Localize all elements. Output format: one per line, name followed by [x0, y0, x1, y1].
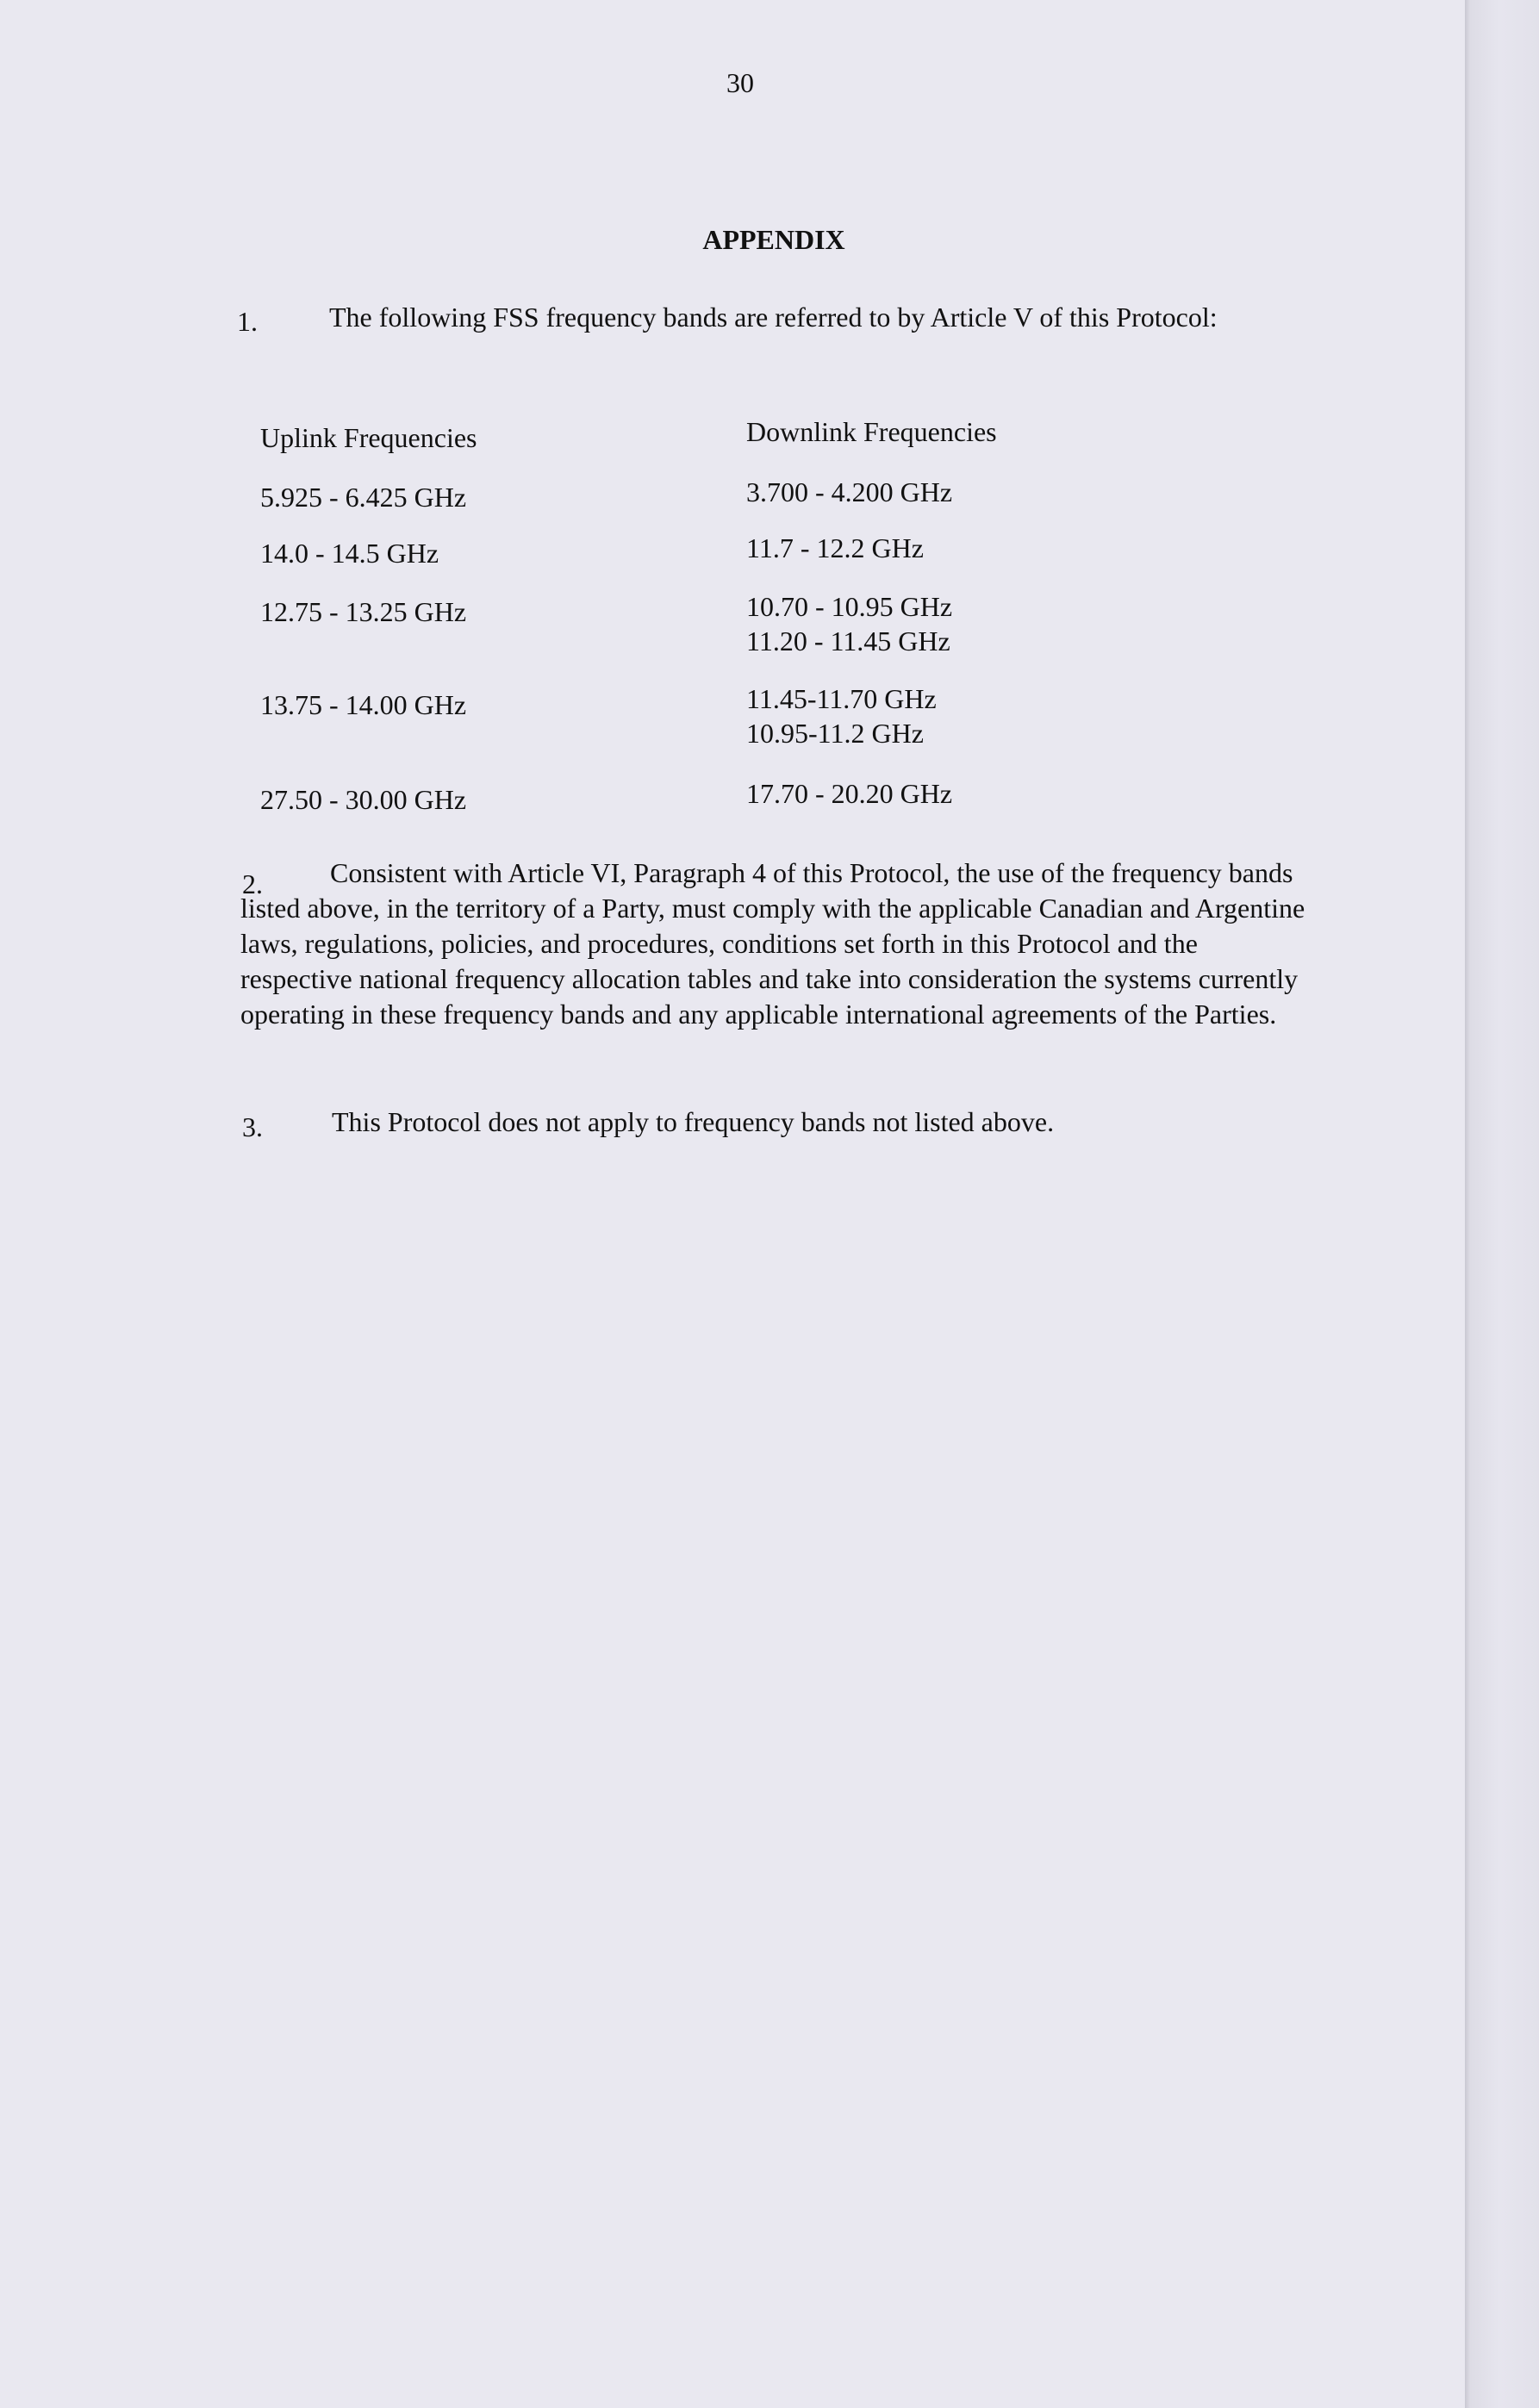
appendix-heading: APPENDIX: [702, 224, 845, 255]
item-1-text: The following FSS frequency bands are referred to by Article V of this Protocol:: [329, 302, 1218, 333]
item-1-number: 1.: [237, 306, 258, 337]
downlink-cell: 11.20 - 11.45 GHz: [746, 625, 950, 656]
uplink-cell: 5.925 - 6.425 GHz: [260, 482, 467, 513]
item-2-number: 2.: [242, 868, 263, 899]
downlink-cell: 10.70 - 10.95 GHz: [746, 591, 953, 622]
item-3-number: 3.: [242, 1111, 263, 1142]
item-2-text: Consistent with Article VI, Paragraph 4 of this Protocol, the use of the frequency bands listed above, in the territory of a Party, must comply with the applicable Canadian and Argentine laws, regulations, policies, and procedures, conditions set forth in this Protocol and the respective national frequency allocation tables and take into consideration the systems currently operating in these frequency bands and any applicable international agreements of the Parties.: [240, 857, 1305, 1030]
downlink-cell: 11.45-11.70 GHz: [746, 683, 937, 714]
downlink-column-header: Downlink Frequencies: [746, 416, 997, 447]
uplink-cell: 13.75 - 14.00 GHz: [260, 689, 467, 720]
downlink-cell: 17.70 - 20.20 GHz: [746, 778, 953, 809]
page-edge-shadow: [1465, 0, 1539, 2408]
uplink-cell: 27.50 - 30.00 GHz: [260, 784, 467, 815]
downlink-cell: 11.7 - 12.2 GHz: [746, 532, 924, 563]
item-3-text: This Protocol does not apply to frequency bands not listed above.: [332, 1106, 1055, 1137]
page-number: 30: [726, 67, 754, 98]
downlink-cell: 10.95-11.2 GHz: [746, 718, 924, 749]
uplink-column-header: Uplink Frequencies: [260, 422, 477, 453]
uplink-cell: 12.75 - 13.25 GHz: [260, 596, 467, 627]
uplink-cell: 14.0 - 14.5 GHz: [260, 538, 439, 569]
downlink-cell: 3.700 - 4.200 GHz: [746, 476, 953, 507]
